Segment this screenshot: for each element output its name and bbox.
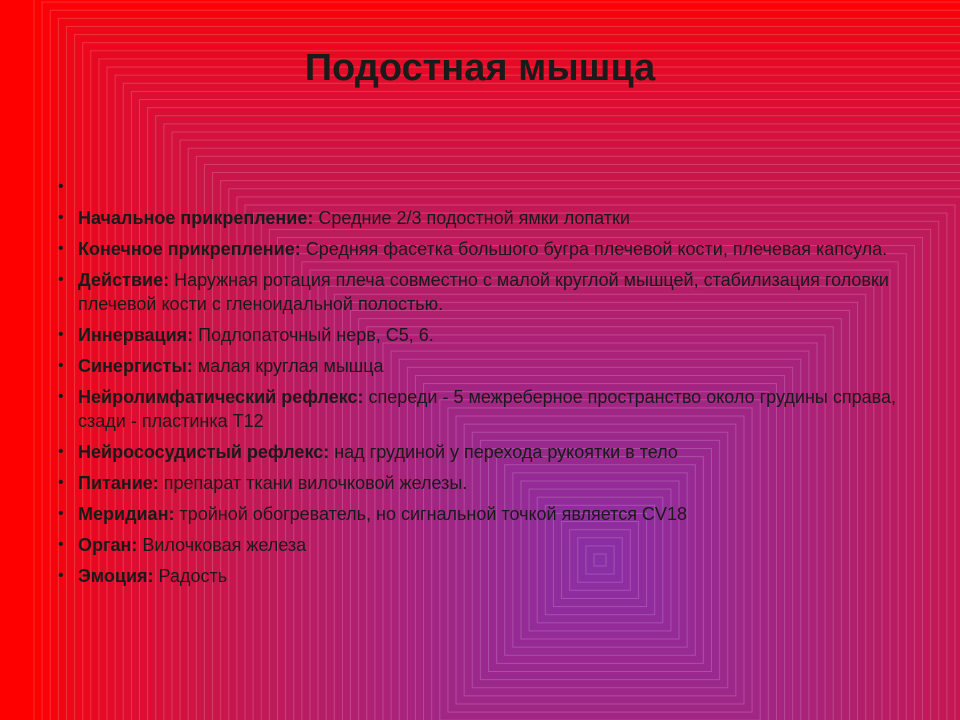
list-item	[58, 471, 918, 495]
list-item	[58, 502, 918, 526]
item-label: Питание:	[78, 473, 159, 493]
slide-title: Подостная мышца	[304, 47, 656, 89]
list-item	[58, 440, 918, 464]
item-label: Меридиан:	[78, 504, 175, 524]
item-text: малая круглая мышца	[192, 356, 384, 376]
bullet-list	[58, 175, 918, 595]
item-text: над грудиной у перехода рукоятки в тело	[329, 442, 678, 462]
item-label: Эмоция:	[78, 566, 154, 586]
bullet-icon: •	[58, 388, 64, 405]
list-item	[58, 175, 918, 199]
bullet-icon: •	[58, 271, 64, 288]
list-item	[58, 385, 918, 433]
bullet-icon: •	[58, 443, 64, 460]
list-item	[58, 323, 918, 347]
item-label: Иннервация:	[78, 325, 194, 345]
bullet-icon: •	[58, 178, 64, 195]
item-text: препарат ткани вилочковой железы.	[158, 473, 468, 493]
item-label: Синергисты:	[78, 356, 193, 376]
item-text: спереди - 5 межреберное пространство около грудины справа, сзади - пластинка Т12	[78, 387, 896, 431]
list-item	[58, 354, 918, 378]
bullet-icon: •	[58, 240, 64, 257]
list-item	[58, 237, 918, 261]
bullet-icon: •	[58, 209, 64, 226]
list-item	[58, 268, 918, 316]
item-text: тройной обогреватель, но сигнальной точкой является CV18	[174, 504, 687, 524]
list-item	[58, 206, 918, 230]
list-item	[58, 564, 918, 588]
item-label: Действие:	[78, 270, 170, 290]
item-text: Средняя фасетка большого бугра плечевой кости, плечевая капсула.	[300, 239, 888, 259]
list-item	[58, 533, 918, 557]
item-label: Начальное прикрепление:	[78, 208, 314, 228]
bullet-icon: •	[58, 505, 64, 522]
bullet-icon: •	[58, 536, 64, 553]
bullet-icon: •	[58, 567, 64, 584]
item-text: Подлопаточный нерв, С5, 6.	[193, 325, 434, 345]
item-text: Вилочковая железа	[137, 535, 307, 555]
bullet-icon: •	[58, 326, 64, 343]
item-label: Нейрососудистый рефлекс:	[78, 442, 330, 462]
item-text: Радость	[153, 566, 228, 586]
bullet-icon: •	[58, 357, 64, 374]
item-text: Наружная ротация плеча совместно с малой круглой мышцей, стабилизация головки плечевой кости с гленоидальной полостью.	[78, 270, 889, 314]
bullet-icon: •	[58, 474, 64, 491]
item-label: Конечное прикрепление:	[78, 239, 301, 259]
item-text: Средние 2/3 подостной ямки лопатки	[313, 208, 630, 228]
item-label: Нейролимфатический рефлекс:	[78, 387, 364, 407]
item-label: Орган:	[78, 535, 138, 555]
